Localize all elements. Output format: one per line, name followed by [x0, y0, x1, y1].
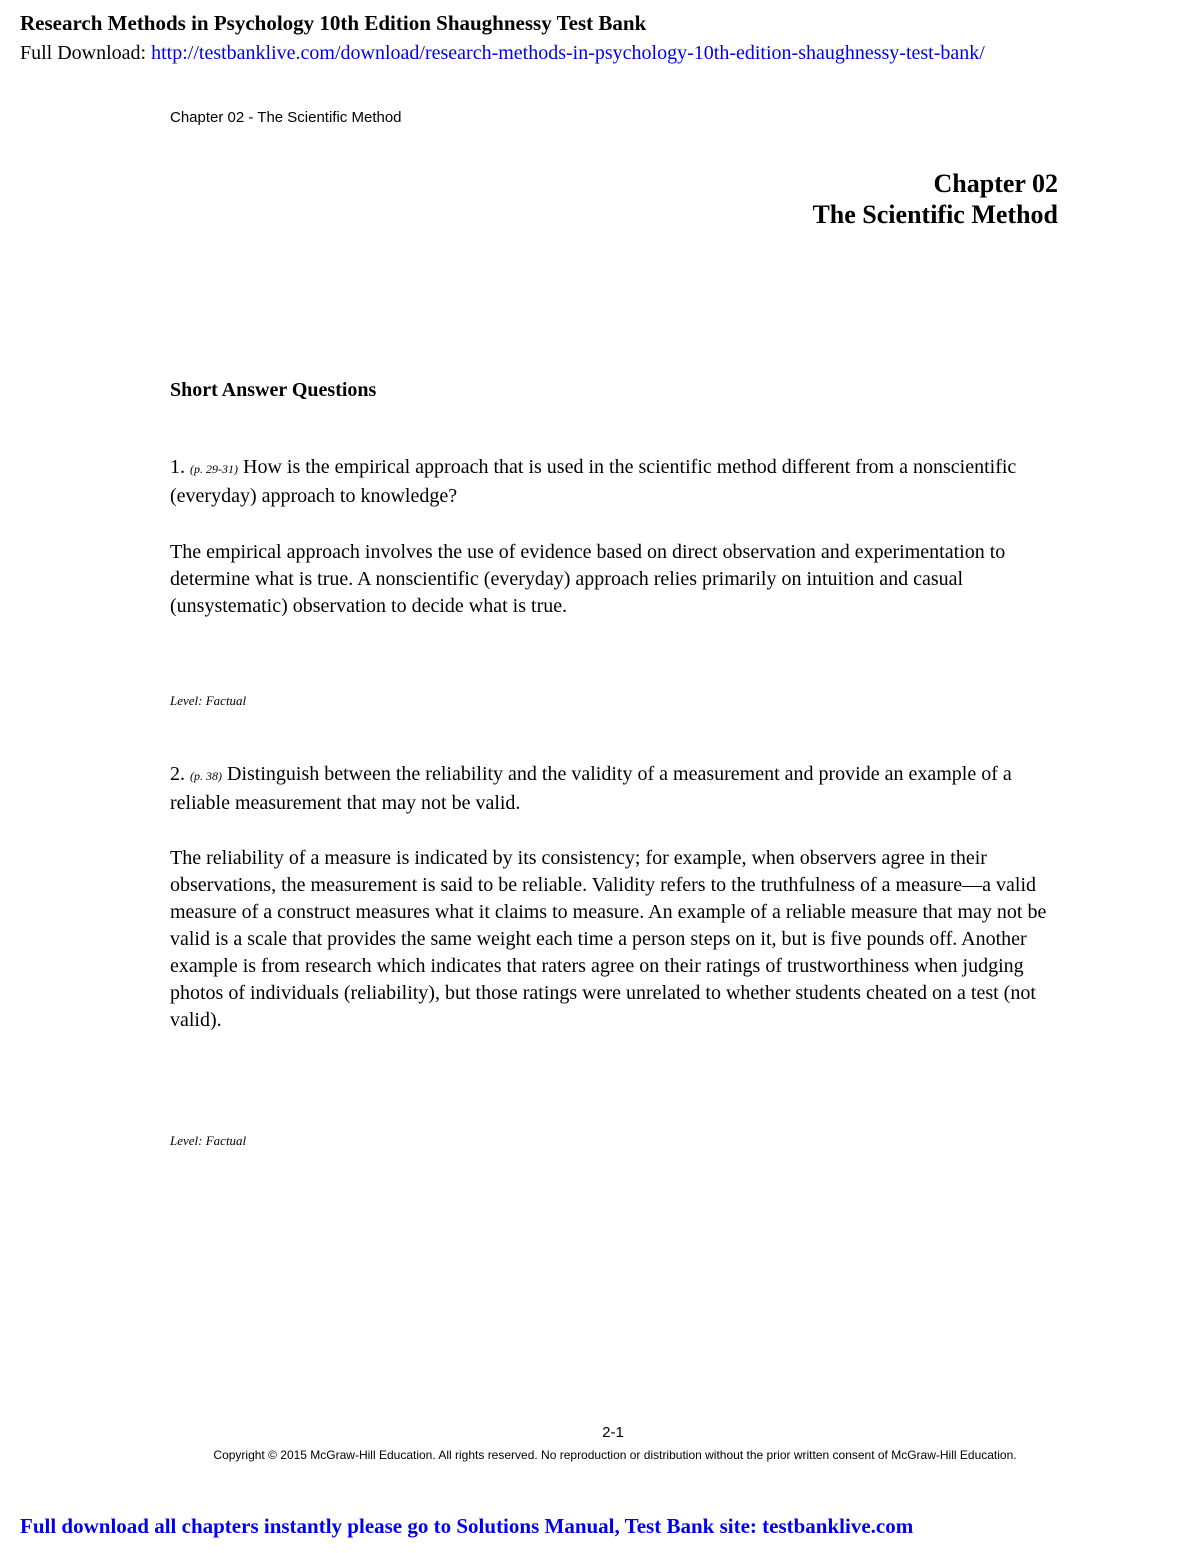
answer-1-text: The empirical approach involves the use of evidence based on direct observation and experimentation to determine what is true. A nonscientific (everyday) approach relies primarily on intuition and casual (unsystematic) observation to decide what is true. — [170, 541, 1006, 617]
question-1 — [170, 454, 1065, 510]
answer-1 — [170, 539, 1065, 620]
chapter-heading — [812, 168, 1058, 230]
question-2-page-ref: (p. 38) — [190, 769, 222, 783]
download-link[interactable]: http://testbanklive.com/download/research-methods-in-psychology-10th-edition-shaughnessy-test-bank/ — [151, 42, 985, 64]
question-1-prompt: How is the empirical approach that is used in the scientific method different from a nonscientific (everyday) approach to knowledge? — [170, 456, 1017, 507]
question-2-number: 2. — [170, 763, 185, 785]
chapter-number: Chapter 02 — [933, 169, 1058, 198]
question-2-text — [170, 761, 1065, 817]
page-number: 2-1 — [602, 1424, 624, 1441]
answer-2 — [170, 845, 1065, 1034]
answer-2-text: The reliability of a measure is indicated by its consistency; for example, when observers agree in their observations, the measurement is said to be reliable. Validity refers to the truthfulness of a measure—a valid measure of a construct measures what it claims to measure. An example of a reliable measure that may not be valid is a scale that provides the same weight each time a person steps on it, but is five pounds off. Another example is from research which indicates that raters agree on their ratings of trustworthiness when judging photos of individuals (reliability), but those ratings were unrelated to whether students cheated on a test (not valid). — [170, 847, 1047, 1031]
document-title: Research Methods in Psychology 10th Edition Shaughnessy Test Bank — [20, 11, 647, 35]
question-1-number: 1. — [170, 456, 185, 478]
question-2-prompt: Distinguish between the reliability and the validity of a measurement and provide an example of a reliable measurement that may not be valid. — [170, 763, 1012, 814]
question-2 — [170, 761, 1065, 817]
question-1-page-ref: (p. 29-31) — [190, 462, 238, 476]
running-header: Chapter 02 - The Scientific Method — [170, 109, 402, 126]
full-download-label: Full Download: — [20, 42, 152, 64]
copyright-notice: Copyright © 2015 McGraw-Hill Education. All rights reserved. No reproduction or distribution without the prior written consent of McGraw-Hill Education. — [213, 1448, 1017, 1462]
section-title: Short Answer Questions — [170, 379, 377, 401]
question-1-text — [170, 454, 1065, 510]
question-1-level: Level: Factual — [170, 693, 247, 708]
chapter-title: The Scientific Method — [812, 200, 1058, 229]
full-download-line — [20, 40, 985, 66]
question-2-level: Level: Factual — [170, 1133, 247, 1148]
bottom-download-banner[interactable]: Full download all chapters instantly please go to Solutions Manual, Test Bank site: testbanklive.com — [20, 1514, 914, 1538]
